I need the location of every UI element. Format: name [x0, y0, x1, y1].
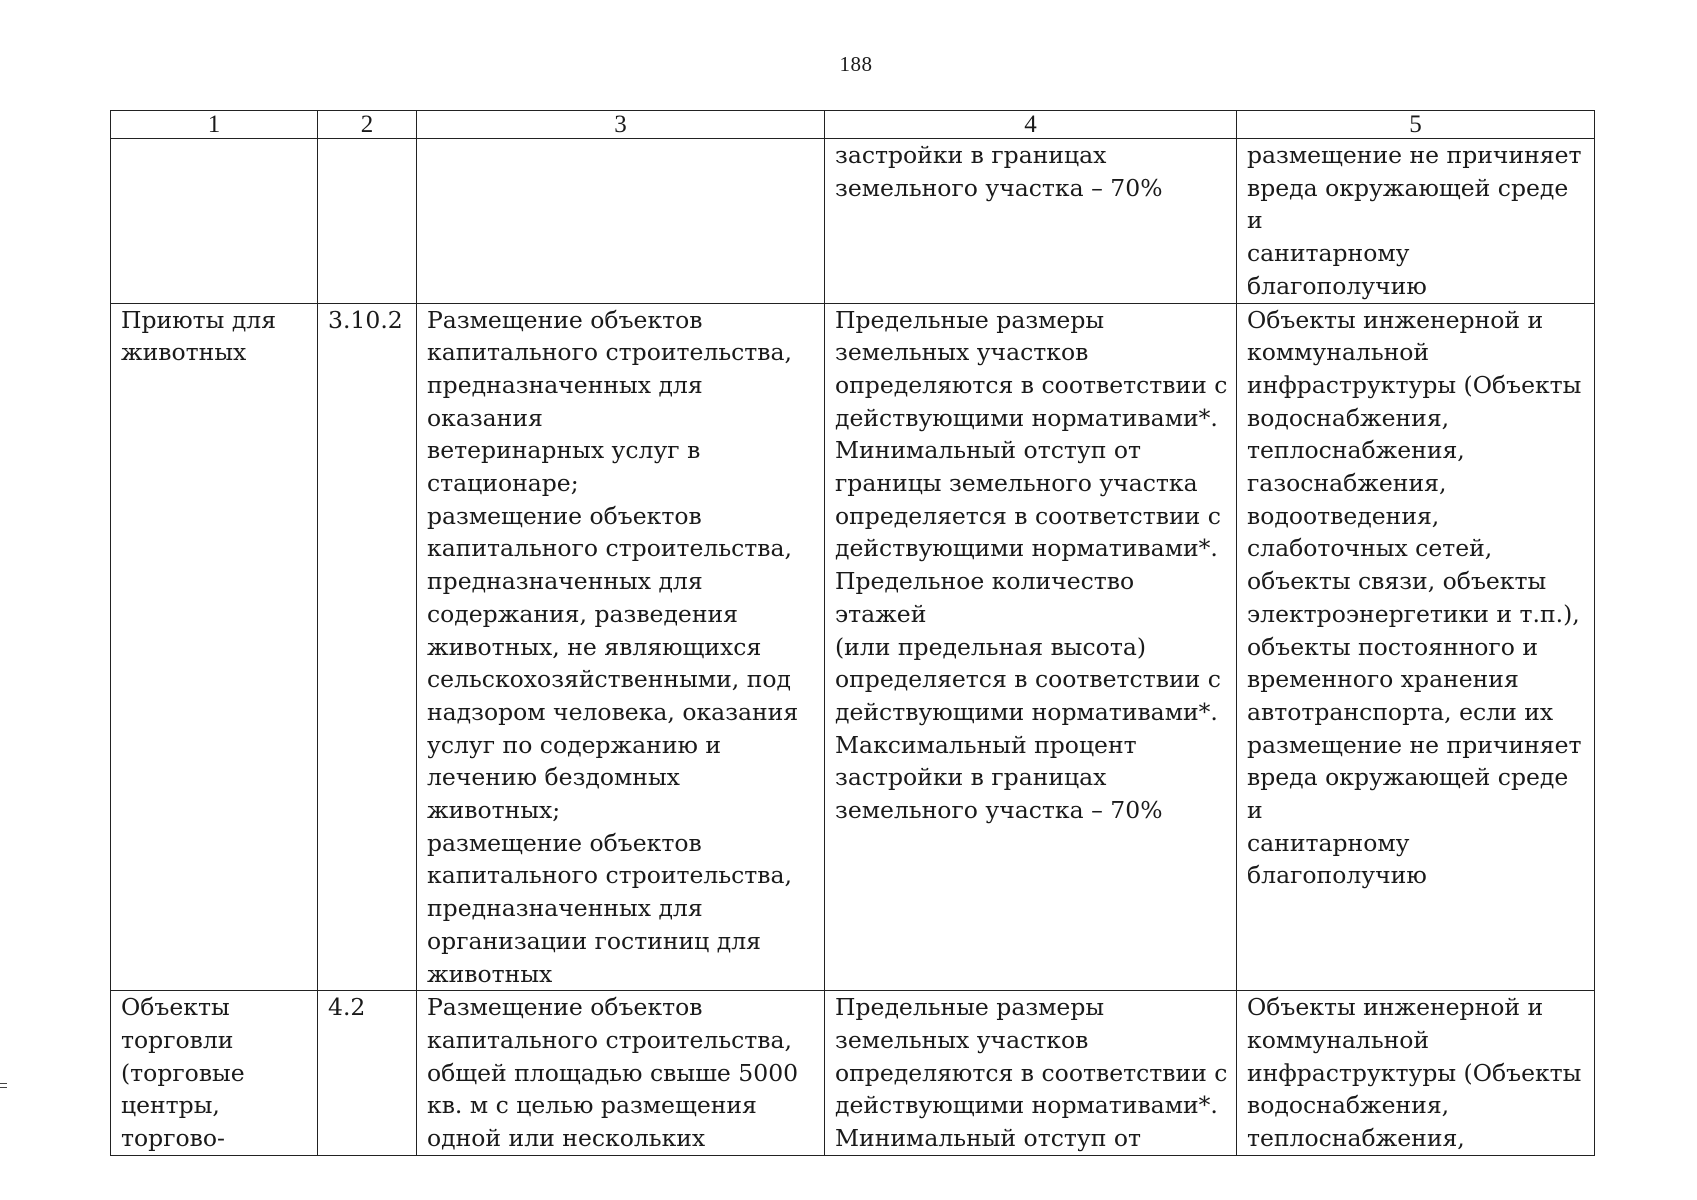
- column-header-1: 1: [111, 111, 318, 139]
- cell-name: [111, 139, 318, 304]
- column-header-3: 3: [417, 111, 825, 139]
- column-header-2: 2: [318, 111, 417, 139]
- cell-code: 4.2: [318, 991, 417, 1156]
- margin-mark: [0, 1083, 7, 1088]
- cell-parameters: Предельные размеры земельных участков определяются в соответствии с действующими нормативами*. Минимальный отступ от границы земельного участка определяется в соответствии с действующими нормативами*. Предельное количество этажей (или предельная высота) определяется в соответствии с действующими нормативами*. Максимальный процент застройки в границах земельного участка – 70%: [825, 303, 1237, 991]
- cell-description: [417, 139, 825, 304]
- column-header-5: 5: [1237, 111, 1595, 139]
- cell-description: Размещение объектов капитального строительства, предназначенных для оказания ветеринарных услуг в стационаре; размещение объектов капитального строительства, предназначенных для содержания, разведения животных, не являющихся сельскохозяйственными, под надзором человека, оказания услуг по содержанию и лечению бездомных животных; размещение объектов капитального строительства, предназначенных для организации гостиниц для животных: [417, 303, 825, 991]
- cell-code: [318, 139, 417, 304]
- table-row-animal-shelters: [111, 303, 1595, 991]
- cell-auxiliary: размещение не причиняет вреда окружающей среде и санитарному благополучию: [1237, 139, 1595, 304]
- cell-parameters: Предельные размеры земельных участков определяются в соответствии с действующими нормативами*. Минимальный отступ от: [825, 991, 1237, 1156]
- cell-name: Приюты для животных: [111, 303, 318, 991]
- page-number: 188: [839, 52, 873, 76]
- cell-code: 3.10.2: [318, 303, 417, 991]
- cell-name: Объекты торговли (торговые центры, торгово-: [111, 991, 318, 1156]
- column-header-4: 4: [825, 111, 1237, 139]
- table-header-row: [111, 111, 1595, 139]
- cell-description: Размещение объектов капитального строительства, общей площадью свыше 5000 кв. м с целью размещения одной или нескольких: [417, 991, 825, 1156]
- cell-auxiliary: Объекты инженерной и коммунальной инфраструктуры (Объекты водоснабжения, теплоснабжения,: [1237, 991, 1595, 1156]
- zoning-table: [110, 110, 1595, 1156]
- table-row-continuation: [111, 139, 1595, 304]
- cell-auxiliary: Объекты инженерной и коммунальной инфраструктуры (Объекты водоснабжения, теплоснабжения, газоснабжения, водоотведения, слаботочных сетей, объекты связи, объекты электроэнергетики и т.п.), объекты постоянного и временного хранения автотранспорта, если их размещение не причиняет вреда окружающей среде и санитарному благополучию: [1237, 303, 1595, 991]
- cell-parameters: застройки в границах земельного участка – 70%: [825, 139, 1237, 304]
- table-row-trade-objects: [111, 991, 1595, 1156]
